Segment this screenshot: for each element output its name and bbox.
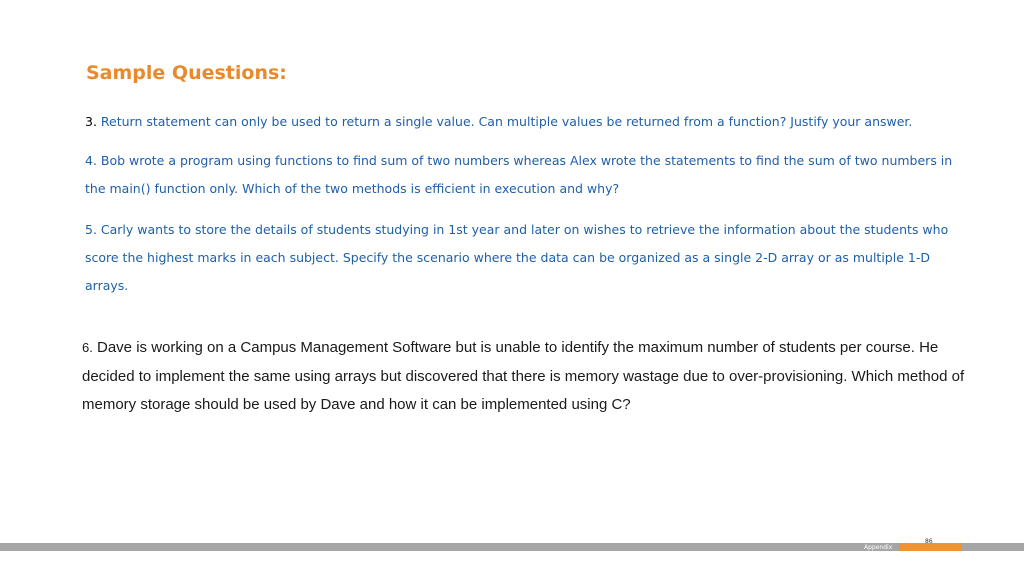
- question-3-number: 3.: [85, 114, 97, 129]
- question-3: [85, 108, 965, 136]
- question-5: [85, 216, 965, 300]
- question-5-text: 5. Carly wants to store the details of students studying in 1st year and later on wishes to retrieve the information about the students who score the highest marks in each subject. Specify the scenario where the data can be organized as a single 2-D array or as multiple 1-D arrays.: [85, 222, 949, 293]
- page-number: 86: [925, 538, 933, 545]
- footer-label: Appendix: [864, 544, 893, 551]
- question-3-text: Return statement can only be used to return a single value. Can multiple values be returned from a function? Justify your answer.: [96, 114, 913, 129]
- question-4: [85, 147, 965, 203]
- question-4-text: 4. Bob wrote a program using functions to find sum of two numbers whereas Alex wrote the statements to find the sum of two numbers in the main() function only. Which of the two methods is efficient in execution and why?: [85, 153, 953, 196]
- question-6-text: Dave is working on a Campus Management Software but is unable to identify the maximum number of students per course. He decided to implement the same using arrays but discovered that there is memory wastage due to over-provisioning. Which method of memory storage should be used by Dave and how it can be implemented using C?: [82, 339, 965, 413]
- question-6: [82, 334, 972, 420]
- question-6-number: 6.: [82, 340, 93, 355]
- slide-title: Sample Questions:: [86, 62, 287, 84]
